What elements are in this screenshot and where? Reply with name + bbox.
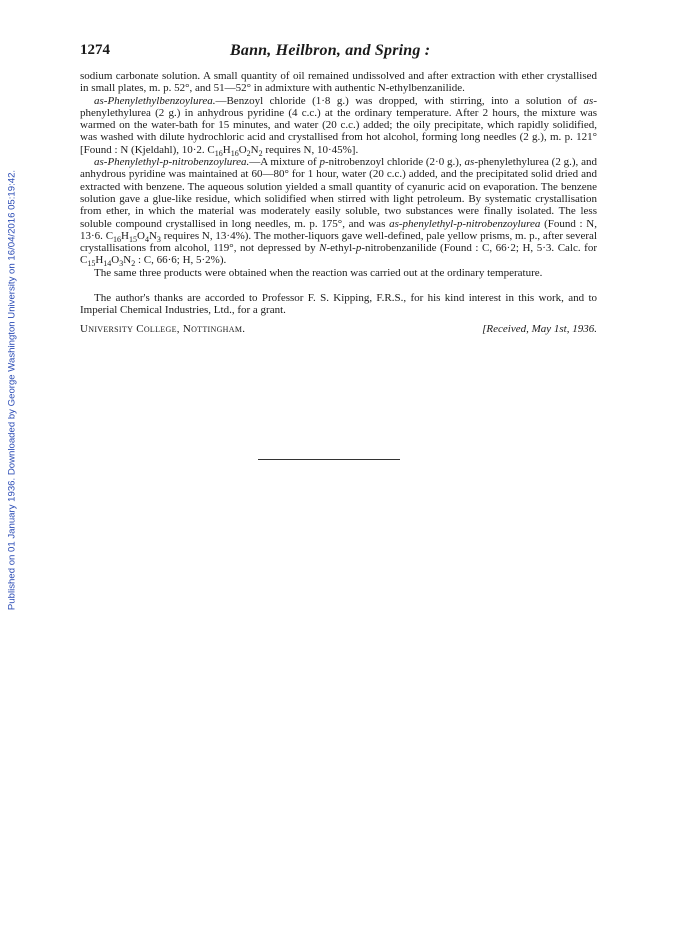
article-body [80,70,597,337]
end-rule [258,459,400,460]
download-watermark [2,130,22,650]
page-number: 1274 [80,42,110,58]
acknowledgement-paragraph: The author's thanks are accorded to Professor F. S. Kipping, F.R.S., for his kind interest in this work, and to Imperial Chemical Industries, Ltd., for a grant. [80,292,597,317]
received-date: [Received, May 1st, 1936. [482,322,597,335]
download-watermark-text[interactable]: Published on 01 January 1936. Downloaded by George Washington University on 16/04/2016 05:19:42. [6,169,18,611]
paragraph-4: The same three products were obtained when the reaction was carried out at the ordinary temperature. [94,266,543,279]
running-head: Bann, Heilbron, and Spring : [230,42,431,59]
affiliation-row [80,323,597,337]
paragraph-2: as-Phenylethylbenzoylurea.—Benzoyl chloride (1·8 g.) was dropped, with stirring, into a solution of as-phenylethylurea (2 g.) in anhydrous pyridine (4 c.c.) at the ordinary temperature. After 2 hours, the mixture was warmed on the water-bath for 15 minutes, and water (20 c.c.) added; the oily precipitate, which rapidly solidified, was washed with dilute hydrochloric acid and crystallised from hot alcohol, forming long needles (2 g.), m. p. 121° [Found : N (Kjeldahl), 10·2. $C_{16}H_{16}O_2N_2$ requires N, 10·45%]. [80,94,597,158]
page-header [80,42,600,64]
paragraph-3: as-Phenylethyl-p-nitrobenzoylurea.—A mixture of p-nitrobenzoyl chloride (2·0 g.), as-phenylethylurea (2 g.), and anhydrous pyridine was maintained at 60—80° for 1 hour, water (20 c.c.) added, and the precipitated solid dried and extracted with benzene. The aqueous solution yielded a small quantity of cyanuric acid on evaporation. The benzene solution gave a glue-like residue, which solidified when stirred with light petroleum. By systematic crystallisation from ether, in which the material was moderately easily soluble, two substances were finally isolated. The less soluble compound crystallised in long needles, m. p. 175°, and was as-phenylethyl-p-nitrobenzoylurea (Found : N, 13·6. $C_{16}H_{15}O_4N_3$ requires N, 13·4%). The mother-liquors gave well-defined, pale yellow prisms, m. p., after several crystallisations from alcohol, 119°, not depressed by N-ethyl-p-nitrobenzanilide (Found : C, 66·2; H, 5·3. Calc. for $C_{15}H_{14}O_3N_2$ : C, 66·6; H, 5·2%). [80,156,598,269]
paragraph-1: sodium carbonate solution. A small quantity of oil remained undissolved and after extraction with ether crystallised in small plates, m. p. 52°, and 51—52° in admixture with authentic N-ethylbenzanilide. [80,70,597,95]
affiliation: University College, Nottingham. [80,322,246,335]
compound-heading-phenylethylbenzoylurea: as-Phenylethylbenzoylurea. [94,94,216,107]
compound-heading-nitrobenzoylurea: as-Phenylethyl-p-nitrobenzoylurea. [94,156,250,169]
